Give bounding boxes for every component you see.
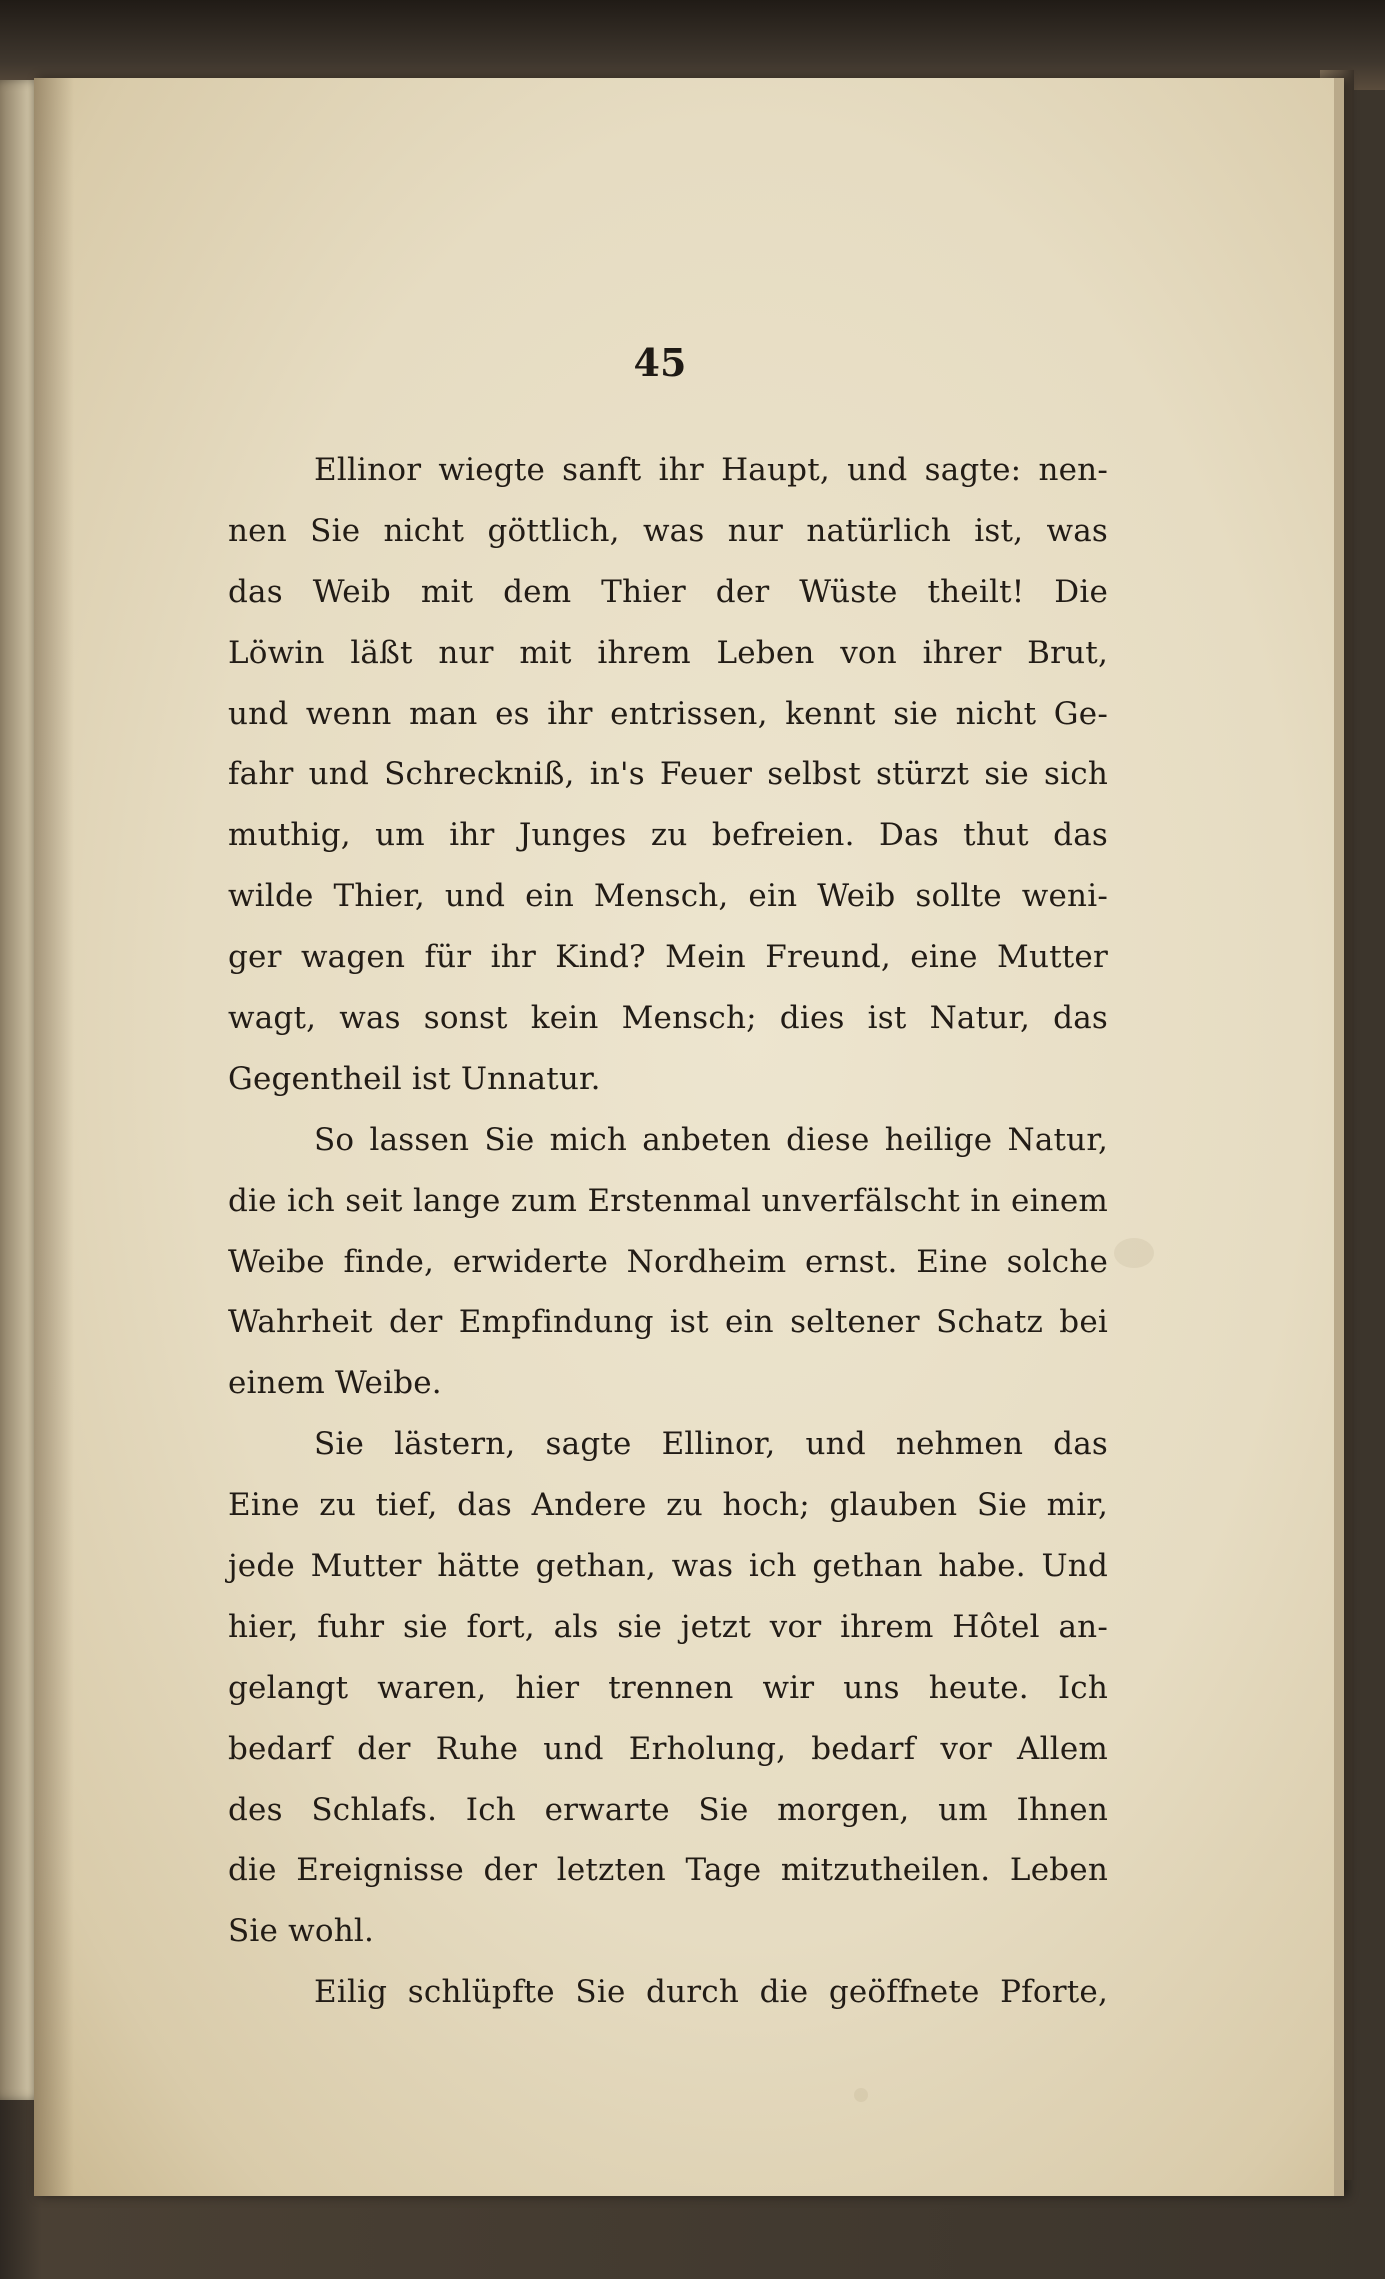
book-cover-edge bbox=[0, 0, 1385, 90]
text-line: hier, fuhr sie fort, als sie jetzt vor ihrem Hôtel an- bbox=[228, 1608, 1108, 1645]
book-page bbox=[34, 78, 1344, 2196]
text-line: Sie wohl. bbox=[228, 1913, 375, 1950]
text-line: Wahrheit der Empfindung ist ein seltener Schatz bei bbox=[228, 1304, 1108, 1341]
paper-stain bbox=[854, 2088, 868, 2102]
text-line: wilde Thier, und ein Mensch, ein Weib sollte weni- bbox=[228, 878, 1108, 915]
text-line: des Schlafs. Ich erwarte Sie morgen, um Ihnen bbox=[228, 1791, 1108, 1828]
text-line: Ellinor wiegte sanft ihr Haupt, und sagte: nen- bbox=[314, 452, 1108, 488]
text-line: die ich seit lange zum Erstenmal unverfälscht in einem bbox=[228, 1182, 1108, 1219]
text-line: ger wagen für ihr Kind? Mein Freund, eine Mutter bbox=[228, 939, 1108, 976]
text-line: So lassen Sie mich anbeten diese heilige Natur, bbox=[314, 1121, 1108, 1158]
text-line: wagt, was sonst kein Mensch; dies ist Natur, das bbox=[228, 1000, 1108, 1037]
text-line: einem Weibe. bbox=[228, 1365, 442, 1402]
text-line: nen Sie nicht göttlich, was nur natürlich ist, was bbox=[228, 512, 1108, 549]
text-line: Eine zu tief, das Andere zu hoch; glauben Sie mir, bbox=[228, 1487, 1108, 1524]
text-line: die Ereignisse der letzten Tage mitzutheilen. Leben bbox=[228, 1852, 1108, 1889]
text-line: muthig, um ihr Junges zu befreien. Das thut das bbox=[228, 817, 1108, 854]
text-line: das Weib mit dem Thier der Wüste theilt! Die bbox=[228, 573, 1108, 610]
text-line: Gegentheil ist Unnatur. bbox=[228, 1060, 601, 1097]
text-line: gelangt waren, hier trennen wir uns heute. Ich bbox=[228, 1669, 1108, 1706]
text-line: Eilig schlüpfte Sie durch die geöffnete Pforte, bbox=[314, 1974, 1108, 2011]
text-line: Sie lästern, sagte Ellinor, und nehmen das bbox=[314, 1426, 1108, 1463]
text-line: bedarf der Ruhe und Erholung, bedarf vor Allem bbox=[228, 1730, 1108, 1767]
text-line: jede Mutter hätte gethan, was ich gethan habe. Und bbox=[228, 1548, 1108, 1585]
text-line: Löwin läßt nur mit ihrem Leben von ihrer Brut, bbox=[228, 634, 1108, 671]
text-line: fahr und Schreckniß, in's Feuer selbst stürzt sie sich bbox=[228, 756, 1108, 793]
paper-stain bbox=[1114, 1238, 1154, 1268]
gutter-shadow bbox=[34, 78, 74, 2196]
body-text bbox=[228, 440, 1108, 2023]
text-line: und wenn man es ihr entrissen, kennt sie nicht Ge- bbox=[228, 695, 1108, 732]
page-number: 45 bbox=[633, 340, 687, 385]
text-line: Weibe finde, erwiderte Nordheim ernst. Eine solche bbox=[228, 1243, 1108, 1280]
